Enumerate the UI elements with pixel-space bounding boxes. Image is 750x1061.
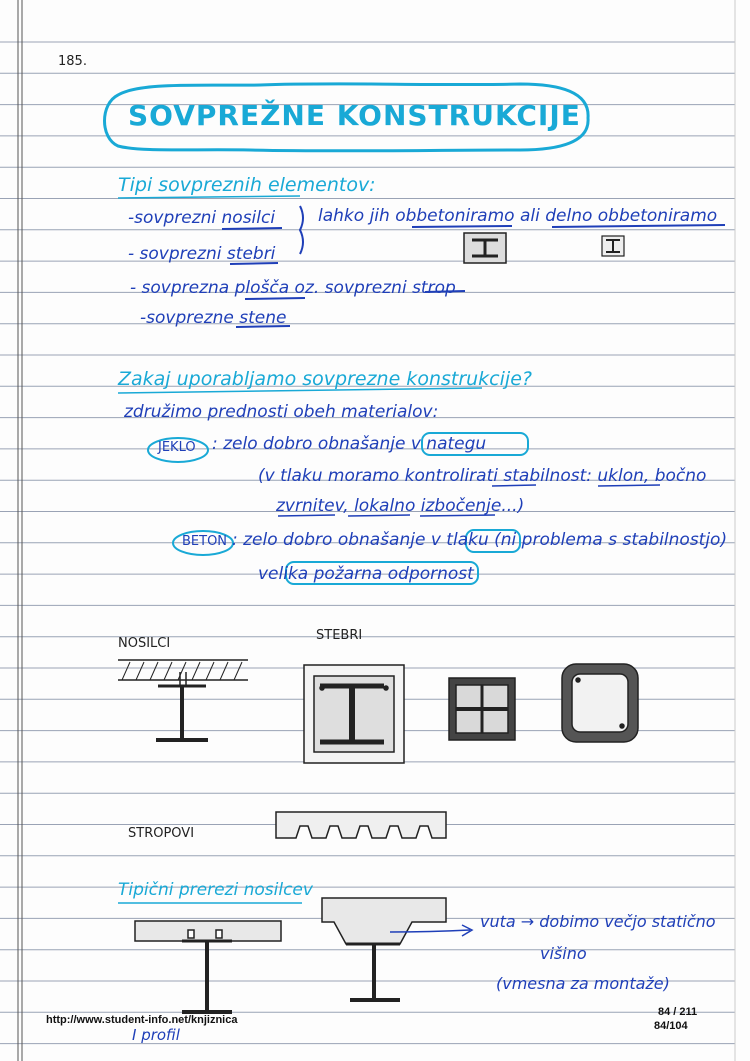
encased-beam-icon [464, 233, 506, 263]
stropovi-label: STROPOVI [128, 826, 195, 841]
partial-encased-beam-icon [602, 236, 624, 256]
page-counter: 84 / 211 [658, 1006, 698, 1018]
stebri-drawing-1 [304, 665, 404, 763]
beton-sub: velika požarna odpornost [258, 564, 474, 584]
section3-heading: Tipični prerezi nosilcev [118, 880, 313, 900]
encasement-note: lahko jih obbetoniramo ali delno obbetoniramo [318, 206, 718, 226]
list-item: -sovprezni nosilci [128, 208, 276, 228]
section1-heading: Tipi sovpreznih elementov: [118, 174, 376, 196]
jeklo-text: : zelo dobro obnašanje v nategu [212, 434, 487, 454]
stebri-drawing-3 [562, 664, 638, 742]
source-url: http://www.student-info.net/knjiznica [46, 1014, 238, 1026]
section2-heading: Zakaj uporabljamo sovprezne konstrukcije? [118, 368, 532, 390]
beton-label: BETON [182, 534, 228, 549]
beam-section-2 [322, 898, 446, 1000]
list-item: -sovprezne stene [140, 308, 287, 328]
vuta-note-3: (vmesna za montaže) [496, 974, 670, 993]
profile-label: I profil [132, 1026, 180, 1044]
list-item: - sovprezni stebri [128, 244, 276, 264]
vuta-note-2: višino [540, 944, 587, 963]
page-counter-2: 84/104 [654, 1020, 688, 1032]
beton-text: : zelo dobro obnašanje v tlaku (ni problema s stabilnostjo) [232, 530, 728, 550]
stropovi-drawing [276, 812, 446, 838]
page-number-top: 185. [58, 54, 87, 69]
section2-line1: združimo prednosti obeh materialov: [124, 402, 439, 422]
jeklo-sub2: zvrnitev, lokalno izbočenje...) [276, 496, 525, 516]
stebri-label: STEBRI [316, 628, 363, 643]
nosilci-drawing [118, 660, 248, 740]
jeklo-sub1: (v tlaku moramo kontrolirati stabilnost: uklon, bočno [258, 466, 707, 486]
vuta-note: vuta → dobimo večjo statično [480, 912, 716, 931]
jeklo-label: JEKLO [158, 440, 196, 455]
stebri-drawing-2 [449, 678, 515, 740]
beam-section-1 [135, 921, 281, 1012]
nosilci-label: NOSILCI [118, 636, 171, 651]
page-title: SOVPREŽNE KONSTRUKCIJE [128, 99, 581, 132]
list-item: - sovprezna plošča oz. sovprezni strop [130, 278, 456, 298]
